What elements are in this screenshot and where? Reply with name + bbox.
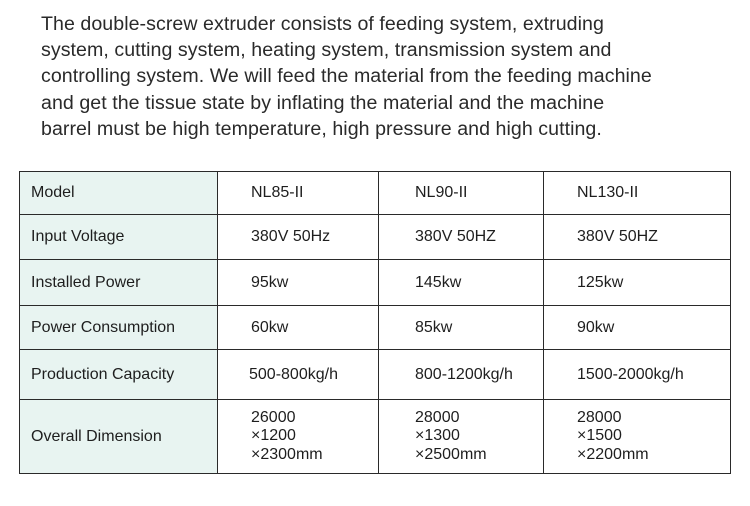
cell-value: 60kw	[218, 306, 379, 350]
table-row-model	[20, 172, 731, 215]
dimension-line: 28000	[577, 408, 622, 426]
dimension-line: ×1200	[251, 427, 296, 445]
dimension-line: ×1300	[415, 427, 460, 445]
cell-value	[218, 400, 379, 474]
cell-value: 125kw	[544, 260, 731, 306]
row-label: Input Voltage	[20, 215, 218, 260]
cell-value: 95kw	[218, 260, 379, 306]
cell-value: 380V 50Hz	[218, 215, 379, 260]
table-row-installed-power	[20, 260, 731, 306]
intro-line: and get the tissue state by inflating the material and the machine	[41, 91, 605, 114]
intro-line: controlling system. We will feed the material from the feeding machine	[41, 65, 652, 88]
cell-value: 500-800kg/h	[218, 350, 379, 400]
table-row-input-voltage	[20, 215, 731, 260]
row-label: Overall Dimension	[20, 400, 218, 474]
cell-value	[379, 400, 544, 474]
row-label: Production Capacity	[20, 350, 218, 400]
cell-value: 145kw	[379, 260, 544, 306]
intro-paragraph	[41, 11, 741, 142]
cell-value: 90kw	[544, 306, 731, 350]
row-label: Installed Power	[20, 260, 218, 306]
dimension-line: 26000	[251, 408, 296, 426]
row-label: Model	[20, 172, 218, 215]
table-row-production-capacity	[20, 350, 731, 400]
dimension-line: ×2300mm	[251, 445, 323, 463]
dimension-line: 28000	[415, 408, 460, 426]
cell-value: 1500-2000kg/h	[544, 350, 731, 400]
cell-value: NL130-II	[544, 172, 731, 215]
dimension-line: ×1500	[577, 427, 622, 445]
intro-line: barrel must be high temperature, high pressure and high cutting.	[41, 117, 602, 140]
cell-value: 800-1200kg/h	[379, 350, 544, 400]
dimension-line: ×2200mm	[577, 445, 649, 463]
cell-value	[544, 400, 731, 474]
table-row-power-consumption	[20, 306, 731, 350]
intro-line: The double-screw extruder consists of feeding system, extruding	[41, 13, 604, 35]
spec-table	[19, 171, 731, 474]
row-label: Power Consumption	[20, 306, 218, 350]
intro-line: system, cutting system, heating system, transmission system and	[41, 39, 612, 62]
cell-value: 380V 50HZ	[379, 215, 544, 260]
cell-value: NL90-II	[379, 172, 544, 215]
table-row-overall-dimension	[20, 400, 731, 474]
cell-value: NL85-II	[218, 172, 379, 215]
dimension-line: ×2500mm	[415, 445, 487, 463]
cell-value: 85kw	[379, 306, 544, 350]
cell-value: 380V 50HZ	[544, 215, 731, 260]
